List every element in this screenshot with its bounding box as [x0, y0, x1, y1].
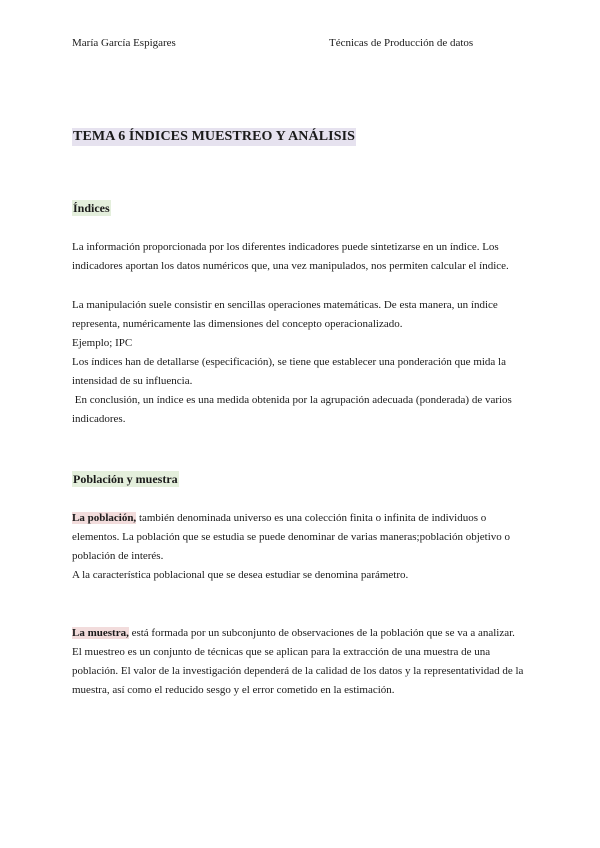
- text-line: población. El valor de la investigación dependerá de la calidad de los datos y la representatividad de la: [72, 665, 524, 677]
- paragraph-indices-detail: [72, 296, 532, 429]
- text-line: La manipulación suele consistir en sencillas operaciones matemáticas. De esta manera, un índice: [72, 299, 498, 311]
- term-poblacion: La población,: [72, 512, 137, 524]
- paragraph-indices-intro: [72, 238, 532, 276]
- text-line: [72, 509, 532, 528]
- section-heading-indices: Índices: [73, 201, 110, 215]
- section-heading-poblacion: Población y muestra: [73, 472, 178, 486]
- page-title: TEMA 6 ÍNDICES MUESTREO Y ANÁLISIS: [73, 129, 356, 144]
- paragraph-poblacion: [72, 509, 532, 585]
- paragraph-muestra: [72, 624, 532, 700]
- text-line: Ejemplo; IPC: [72, 337, 133, 349]
- text-line: intensidad de su influencia.: [72, 375, 193, 387]
- text-line: indicadores aportan los datos numéricos que, una vez manipulados, nos permiten calcular el índice.: [72, 260, 509, 272]
- text-line: población de interés.: [72, 550, 164, 562]
- header-course: Técnicas de Producción de datos: [329, 37, 474, 49]
- text-line: Los índices han de detallarse (especificación), se tiene que establecer una ponderación que mida la: [72, 356, 507, 368]
- text-line: La información proporcionada por los diferentes indicadores puede sintetizarse en un índice. Los: [72, 241, 499, 253]
- text-line: indicadores.: [72, 413, 126, 425]
- text-line: muestra, así como el reducido sesgo y el error cometido en la estimación.: [72, 684, 395, 696]
- header-author: María García Espigares: [72, 37, 176, 49]
- text-run: también denominada universo es una colección finita o infinita de individuos o: [136, 512, 487, 524]
- text-line: En conclusión, un índice es una medida obtenida por la agrupación adecuada (ponderada) de varios: [72, 394, 512, 406]
- text-line: A la característica poblacional que se desea estudiar se denomina parámetro.: [72, 569, 409, 581]
- text-line: representa, numéricamente las dimensiones del concepto operacionalizado.: [72, 318, 403, 330]
- text-line: [72, 624, 532, 643]
- text-line: elementos. La población que se estudia se puede denominar de varias maneras;población objetivo o: [72, 531, 511, 543]
- text-line: El muestreo es un conjunto de técnicas que se aplican para la extracción de una muestra de una: [72, 646, 491, 658]
- term-muestra: La muestra,: [72, 627, 129, 639]
- text-run: está formada por un subconjunto de observaciones de la población que se va a analizar.: [128, 627, 515, 639]
